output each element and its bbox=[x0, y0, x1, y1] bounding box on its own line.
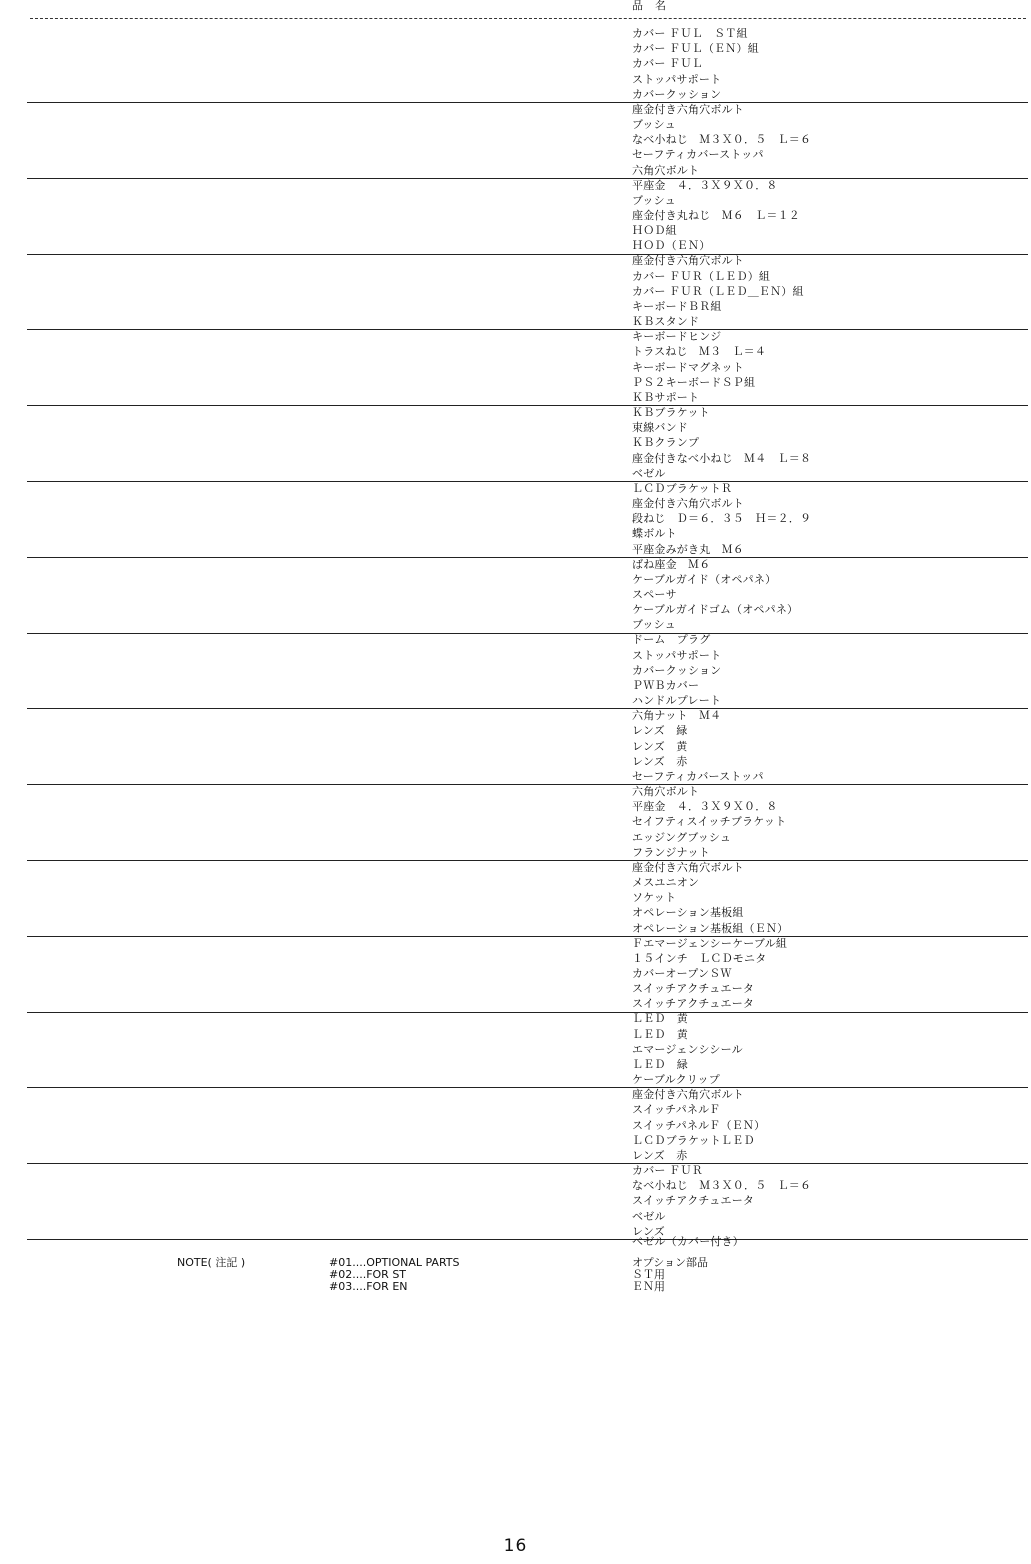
list-item: トラスねじ Ｍ３ Ｌ＝４ bbox=[632, 345, 767, 359]
parts-group bbox=[0, 936, 1031, 1012]
list-item: セイフティスイッチブラケット bbox=[632, 815, 787, 829]
list-item: ストッパサポート bbox=[632, 72, 722, 86]
list-item: ＬＥＤ 黄 bbox=[632, 1027, 688, 1041]
parts-group bbox=[0, 178, 1031, 254]
list-item: ストッパサポート bbox=[632, 648, 722, 662]
list-item: ＬＣＤブラケットＲ bbox=[632, 481, 733, 495]
list-item: 六角穴ボルト bbox=[632, 785, 700, 798]
note-description: ＥＮ用 bbox=[632, 1280, 665, 1293]
list-item: ブッシュ bbox=[632, 117, 676, 131]
list-item: 座金付きなべ小ねじ Ｍ４ Ｌ＝８ bbox=[632, 451, 812, 465]
list-item: レンズ 黄 bbox=[632, 739, 688, 753]
list-item: 蝶ボルト bbox=[632, 527, 677, 541]
list-item: 座金付き六角穴ボルト bbox=[632, 1088, 744, 1102]
list-item: 座金付き丸ねじ Ｍ６ Ｌ＝１２ bbox=[632, 208, 800, 222]
list-item: 段ねじ Ｄ＝６．３５ Ｈ＝２．９ bbox=[632, 512, 812, 526]
list-item: スイッチパネルＦ（ＥＮ） bbox=[632, 1118, 766, 1132]
list-item: フランジナット bbox=[632, 845, 710, 859]
list-item: なべ小ねじ Ｍ３Ｘ０．５ Ｌ＝６ bbox=[632, 133, 812, 147]
list-item: ばね座金 Ｍ６ bbox=[632, 557, 711, 571]
note-code: #01....OPTIONAL PARTS bbox=[329, 1256, 460, 1269]
list-item: レンズ 赤 bbox=[632, 754, 688, 768]
parts-group bbox=[0, 102, 1031, 178]
parts-group bbox=[0, 632, 1031, 708]
list-item: カバーオープンＳＷ bbox=[632, 966, 732, 980]
list-item: ベゼル（カバー付き） bbox=[632, 1235, 744, 1248]
list-item: カバークッション bbox=[632, 87, 722, 101]
list-item: カバー ＦＵＬ bbox=[632, 57, 703, 71]
list-item: レンズ 緑 bbox=[632, 724, 688, 738]
list-item: カバークッション bbox=[632, 663, 722, 677]
list-item: カバー ＦＵＲ（ＬＥＤ＿ＥＮ）組 bbox=[632, 284, 804, 298]
list-item: メスユニオン bbox=[632, 875, 700, 889]
list-item: カバー ＦＵＲ bbox=[632, 1164, 703, 1177]
page-number: 16 bbox=[503, 1536, 528, 1556]
list-item: ブッシュ bbox=[632, 618, 676, 632]
list-item: キーボードＢＲ組 bbox=[632, 299, 722, 313]
list-item: ベゼル bbox=[632, 1209, 666, 1223]
list-item: ＫＢサポート bbox=[632, 390, 700, 404]
group-divider bbox=[27, 1239, 1028, 1240]
note-description: ＳＴ用 bbox=[632, 1268, 665, 1281]
list-item: ソケット bbox=[632, 891, 677, 905]
list-item: ＬＣＤブラケットＬＥＤ bbox=[632, 1133, 755, 1147]
list-item: ＫＢクランプ bbox=[632, 436, 700, 450]
list-item: ＰＷＢカバー bbox=[632, 678, 700, 692]
parts-group bbox=[0, 708, 1031, 784]
list-item: ＰＳ２キーボードＳＰ組 bbox=[632, 375, 756, 389]
parts-group bbox=[0, 26, 1031, 102]
list-item: 平座金みがき丸 Ｍ６ bbox=[632, 542, 744, 556]
list-item: 平座金 ４．３Ｘ９Ｘ０．８ bbox=[632, 178, 778, 192]
list-item: キーボードマグネット bbox=[632, 360, 744, 374]
list-item: スイッチアクチュエータ bbox=[632, 1194, 755, 1208]
parts-group bbox=[0, 557, 1031, 633]
list-item: なべ小ねじ Ｍ３Ｘ０．５ Ｌ＝６ bbox=[632, 1179, 812, 1193]
parts-group bbox=[0, 481, 1031, 557]
list-item: スイッチアクチュエータ bbox=[632, 997, 755, 1011]
list-item: スペーサ bbox=[632, 587, 677, 601]
list-item: 六角穴ボルト bbox=[632, 163, 700, 177]
list-item: １５インチ ＬＣＤモニタ bbox=[632, 951, 767, 965]
header-dashed-divider bbox=[30, 18, 1026, 19]
list-item: Ｆエマージェンシーケーブル組 bbox=[632, 936, 788, 950]
list-item: セーフティカバーストッパ bbox=[632, 769, 764, 783]
list-item: ケーブルガイド（オペパネ） bbox=[632, 572, 777, 586]
parts-group bbox=[0, 1163, 1031, 1239]
list-item: ＫＢスタンド bbox=[632, 315, 700, 329]
parts-group bbox=[0, 784, 1031, 860]
list-item: カバー ＦＵＬ（ＥＮ）組 bbox=[632, 42, 759, 56]
notes-title: NOTE( 注記 ) bbox=[177, 1256, 246, 1269]
note-code: #02....FOR ST bbox=[329, 1268, 407, 1281]
parts-group bbox=[0, 1087, 1031, 1163]
list-item: ＬＥＤ 緑 bbox=[632, 1057, 688, 1071]
list-item: スイッチアクチュエータ bbox=[632, 982, 755, 996]
parts-group bbox=[0, 405, 1031, 481]
list-item: オペレーション基板組（ＥＮ） bbox=[632, 921, 789, 935]
list-item: レンズ 赤 bbox=[632, 1148, 688, 1162]
parts-group bbox=[0, 329, 1031, 405]
list-item: キーボードヒンジ bbox=[632, 330, 722, 344]
list-item: ケーブルガイドゴム（オペパネ） bbox=[632, 603, 799, 617]
note-code: #03....FOR EN bbox=[329, 1280, 408, 1293]
list-item: ケーブルクリップ bbox=[632, 1073, 720, 1087]
column-header-part-name: 品 名 bbox=[632, 0, 667, 12]
note-description: オプション部品 bbox=[632, 1256, 709, 1269]
list-item: カバー ＦＵＬ ＳＴ組 bbox=[632, 27, 748, 40]
list-item: ドーム プラグ bbox=[632, 633, 711, 647]
parts-group bbox=[0, 860, 1031, 936]
list-item: オペレーション基板組 bbox=[632, 906, 744, 920]
list-item: エマージェンシシール bbox=[632, 1042, 743, 1056]
list-item: ＨＯＤ組 bbox=[632, 224, 677, 238]
list-item: セーフティカバーストッパ bbox=[632, 148, 764, 162]
list-item: ＨＯＤ（ＥＮ） bbox=[632, 239, 711, 253]
list-item: 平座金 ４．３Ｘ９Ｘ０．８ bbox=[632, 800, 778, 814]
list-item: 座金付き六角穴ボルト bbox=[632, 102, 744, 116]
list-item: 座金付き六角穴ボルト bbox=[632, 496, 744, 510]
list-item: スイッチパネルＦ bbox=[632, 1103, 721, 1117]
list-item: 六角ナット Ｍ４ bbox=[632, 709, 722, 723]
list-item: カバー ＦＵＲ（ＬＥＤ）組 bbox=[632, 269, 771, 283]
list-item: レンズ bbox=[632, 1224, 665, 1238]
parts-group bbox=[0, 1011, 1031, 1087]
list-item: 座金付き六角穴ボルト bbox=[632, 860, 744, 874]
list-item: ブッシュ bbox=[632, 193, 676, 207]
list-item: ＫＢブラケット bbox=[632, 406, 710, 419]
parts-group bbox=[0, 253, 1031, 329]
list-item: ベゼル bbox=[632, 466, 666, 480]
notes-section bbox=[0, 1257, 1031, 1297]
list-item: 束線バンド bbox=[632, 421, 688, 435]
list-item: 座金付き六角穴ボルト bbox=[632, 254, 744, 268]
list-item: エッジングブッシュ bbox=[632, 830, 732, 844]
list-item: ＬＥＤ 黄 bbox=[632, 1012, 688, 1026]
list-item: ハンドルプレート bbox=[632, 694, 722, 708]
